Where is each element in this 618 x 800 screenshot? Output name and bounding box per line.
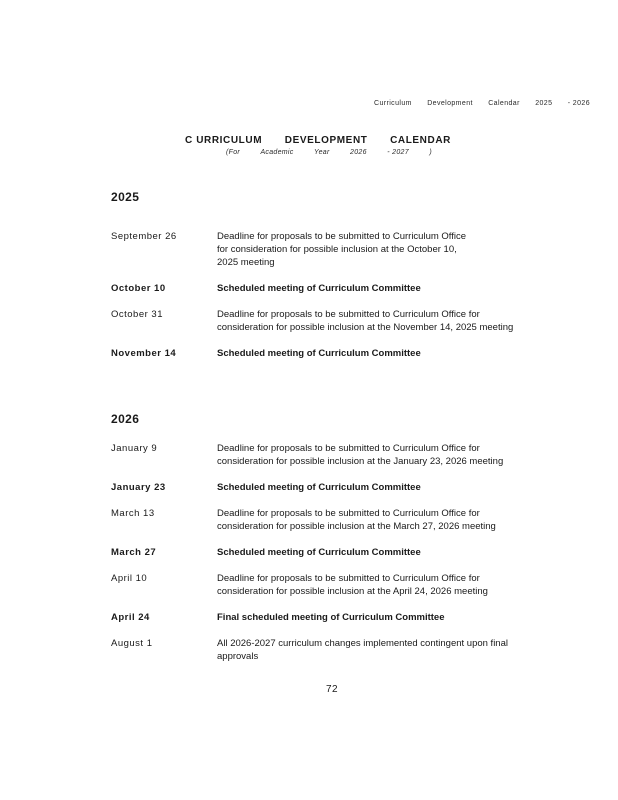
description-line: consideration for possible inclusion at the March 27, 2026 meeting xyxy=(217,521,496,532)
description-line: Deadline for proposals to be submitted to Curriculum Office for xyxy=(217,443,480,454)
calendar-entry xyxy=(111,507,561,533)
entry-date: April 24 xyxy=(111,612,150,623)
document-subtitle-word: - 2027 xyxy=(387,149,409,156)
entry-date: October 31 xyxy=(111,309,163,320)
document-title xyxy=(185,135,451,146)
running-header-word: Development xyxy=(427,100,473,107)
entry-date: March 13 xyxy=(111,508,155,519)
document-subtitle-word: Year xyxy=(314,149,330,156)
entry-date: October 10 xyxy=(111,283,166,294)
entry-list xyxy=(111,442,561,663)
year-heading: 2025 xyxy=(111,190,140,204)
calendar-section xyxy=(111,412,561,663)
running-header-word: Curriculum xyxy=(374,100,412,107)
description-line: Deadline for proposals to be submitted to Curriculum Office for xyxy=(217,309,480,320)
entry-description xyxy=(217,611,445,624)
running-header xyxy=(374,100,590,107)
calendar-entry xyxy=(111,347,561,360)
entry-date: August 1 xyxy=(111,638,153,649)
description-line: Scheduled meeting of Curriculum Committee xyxy=(217,348,421,359)
calendar-entry xyxy=(111,282,561,295)
entry-description xyxy=(217,637,508,663)
description-line: consideration for possible inclusion at the April 24, 2026 meeting xyxy=(217,586,488,597)
description-line: Scheduled meeting of Curriculum Committee xyxy=(217,482,421,493)
entry-description xyxy=(217,481,421,494)
description-line: consideration for possible inclusion at the November 14, 2025 meeting xyxy=(217,322,514,333)
document-title-word: C URRICULUM xyxy=(185,135,263,146)
calendar-section xyxy=(111,190,561,360)
entry-description xyxy=(217,230,466,269)
running-header-word: Calendar xyxy=(488,100,520,107)
document-title-word: DEVELOPMENT xyxy=(284,135,368,146)
document-subtitle xyxy=(226,149,432,156)
calendar-entry xyxy=(111,546,561,559)
description-line: Scheduled meeting of Curriculum Committee xyxy=(217,283,421,294)
calendar-content xyxy=(111,190,561,676)
running-header-word: - 2026 xyxy=(567,100,590,107)
document-subtitle-word: 2026 xyxy=(350,149,367,156)
entry-list xyxy=(111,230,561,360)
calendar-entry xyxy=(111,481,561,494)
calendar-entry xyxy=(111,637,561,663)
entry-description xyxy=(217,347,421,360)
entry-description xyxy=(217,507,496,533)
entry-date: March 27 xyxy=(111,547,157,558)
entry-description xyxy=(217,572,488,598)
entry-date: January 9 xyxy=(111,443,158,454)
entry-date: April 10 xyxy=(111,573,148,584)
entry-date: November 14 xyxy=(111,348,177,359)
calendar-entry xyxy=(111,230,561,269)
entry-description xyxy=(217,308,513,334)
document-subtitle-word: ) xyxy=(429,149,432,156)
description-line: All 2026-2027 curriculum changes implemented contingent upon final xyxy=(217,638,508,649)
entry-date: January 23 xyxy=(111,482,166,493)
calendar-entry xyxy=(111,442,561,468)
description-line: consideration for possible inclusion at the January 23, 2026 meeting xyxy=(217,456,504,467)
calendar-entry xyxy=(111,308,561,334)
page-number: 72 xyxy=(326,684,339,695)
description-line: Deadline for proposals to be submitted to Curriculum Office xyxy=(217,231,467,242)
entry-description xyxy=(217,442,503,468)
year-heading: 2026 xyxy=(111,412,140,426)
entry-date: September 26 xyxy=(111,231,177,242)
document-title-word: CALENDAR xyxy=(390,135,451,146)
description-line: Final scheduled meeting of Curriculum Committee xyxy=(217,612,445,623)
entry-description xyxy=(217,282,421,295)
document-subtitle-word: (For xyxy=(226,149,241,156)
running-header-word: 2025 xyxy=(535,100,553,107)
description-line: Deadline for proposals to be submitted to Curriculum Office for xyxy=(217,573,480,584)
description-line: Deadline for proposals to be submitted to Curriculum Office for xyxy=(217,508,480,519)
description-line: for consideration for possible inclusion at the October 10, xyxy=(217,244,457,255)
document-subtitle-word: Academic xyxy=(260,149,294,156)
description-line: Scheduled meeting of Curriculum Committee xyxy=(217,547,421,558)
calendar-entry xyxy=(111,611,561,624)
calendar-entry xyxy=(111,572,561,598)
description-line: 2025 meeting xyxy=(217,257,275,268)
description-line: approvals xyxy=(217,651,259,662)
entry-description xyxy=(217,546,421,559)
